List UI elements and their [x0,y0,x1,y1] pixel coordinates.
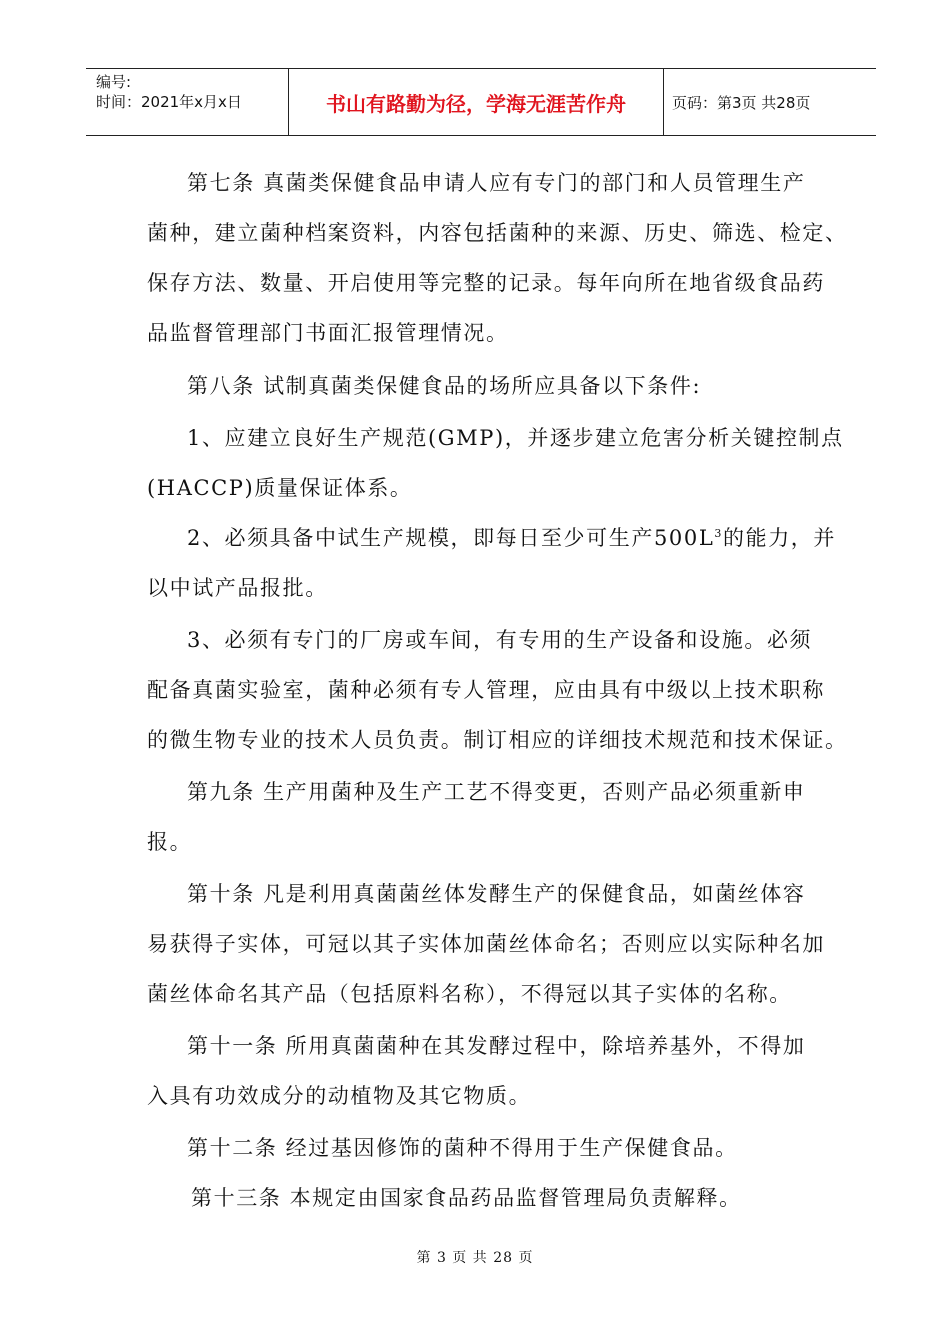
article-8-item-3-line-2: 配备真菌实验室，菌种必须有专人管理，应由具有中级以上技术职称 [147,678,825,702]
article-11-line-1: 第十一条 所用真菌菌种在其发酵过程中，除培养基外，不得加 [187,1034,806,1058]
item-2-text-b: 的能力，并 [723,526,836,550]
article-7-line-1: 第七条 真菌类保健食品申请人应有专门的部门和人员管理生产 [187,171,806,195]
article-10-line-1: 第十条 凡是利用真菌菌丝体发酵生产的保健食品，如菌丝体容 [187,882,806,906]
article-8-item-3-line-1: 3、必须有专门的厂房或车间，有专用的生产设备和设施。必须 [187,628,813,652]
article-12-line-1: 第十二条 经过基因修饰的菌种不得用于生产保健食品。 [187,1136,738,1160]
document-date-label: 时间：2021年x月x日 [96,93,242,111]
header-motto: 书山有路勤为径，学海无涯苦作舟 [288,69,664,135]
article-8-line-1: 第八条 试制真菌类保健食品的场所应具备以下条件: [187,374,702,398]
superscript-3: 3 [714,527,723,540]
header-meta [86,69,288,135]
page-footer: 第 3 页 共 28 页 [416,1250,534,1266]
article-9-line-1: 第九条 生产用菌种及生产工艺不得变更，否则产品必须重新申 [187,780,806,804]
header-page-number: 页码：第3页 共28页 [672,93,811,112]
article-8-item-2-line-1 [187,523,836,553]
article-8-item-2-line-2: 以中试产品报批。 [147,576,328,600]
article-13-line-1: 第十三条 本规定由国家食品药品监督管理局负责解释。 [191,1186,742,1210]
document-number-label: 编号: [96,73,132,91]
article-8-item-1-line-1: 1、应建立良好生产规范(GMP)，并逐步建立危害分析关键控制点 [187,426,844,450]
page-header [86,68,876,136]
article-7-line-3: 保存方法、数量、开启使用等完整的记录。每年向所在地省级食品药 [147,271,825,295]
article-10-line-2: 易获得子实体，可冠以其子实体加菌丝体命名；否则应以实际种名加 [147,932,825,956]
article-7-line-2: 菌种，建立菌种档案资料，内容包括菌种的来源、历史、筛选、检定、 [147,221,848,245]
article-8-item-1-line-2: (HACCP)质量保证体系。 [147,476,413,500]
article-8-item-3-line-3: 的微生物专业的技术人员负责。制订相应的详细技术规范和技术保证。 [147,728,848,752]
article-9-line-2: 报。 [147,830,193,854]
article-10-line-3: 菌丝体命名其产品（包括原料名称），不得冠以其子实体的名称。 [147,982,792,1006]
article-11-line-2: 入具有功效成分的动植物及其它物质。 [147,1084,532,1108]
item-2-text-a: 2、必须具备中试生产规模，即每日至少可生产500L [187,526,715,550]
article-7-line-4: 品监督管理部门书面汇报管理情况。 [147,321,509,345]
